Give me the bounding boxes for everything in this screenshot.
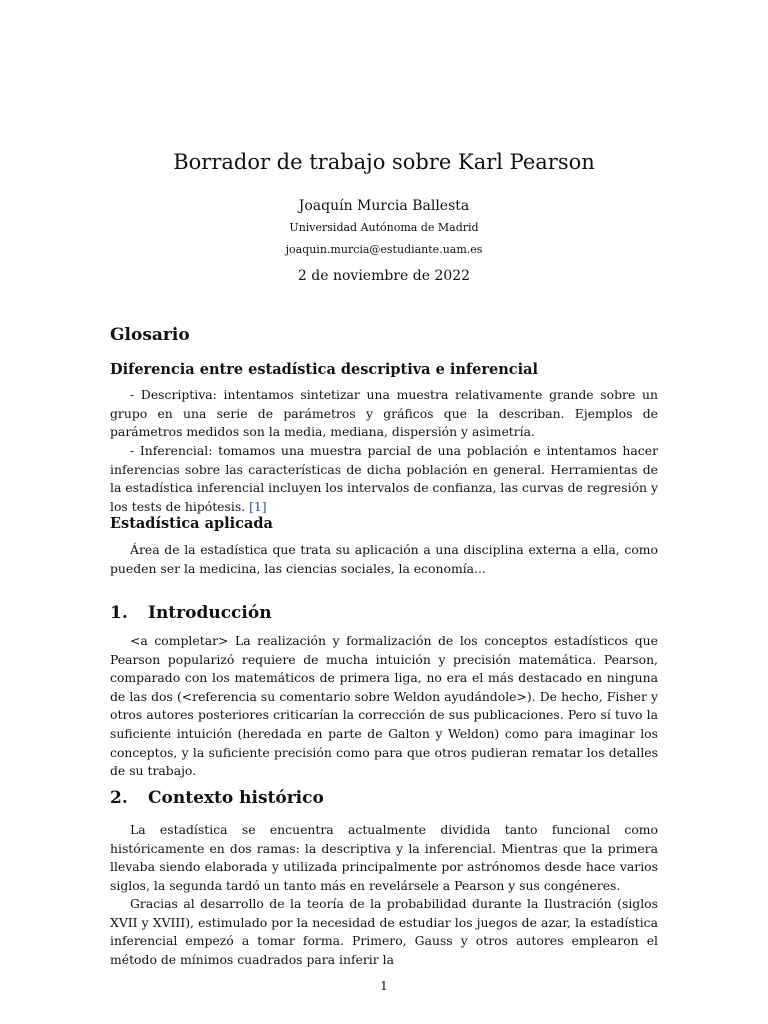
paragraph-text: - Inferencial: tomamos una muestra parcial de una población e intentamos hacer inferencias sobre las características de dicha población en general. Herramientas de la estadística inferencial incluyen los intervalos de confianza, las curvas de regresión y los tests de hipótesis.	[110, 443, 658, 514]
section-2-heading	[110, 788, 658, 808]
glosario-sub1-heading: Diferencia entre estadística descriptiva e inferencial	[110, 361, 539, 378]
citation-link[interactable]: [1]	[249, 498, 267, 514]
glosario-heading: Glosario	[110, 325, 190, 345]
section-number: 1.	[110, 603, 128, 623]
author-affiliation: Universidad Autónoma de Madrid	[289, 221, 479, 234]
section-1-heading	[110, 603, 658, 623]
section-number: 2.	[110, 788, 128, 808]
section-2-paragraph-1: La estadística se encuentra actualmente dividida tanto funcional como históricamente en dos ramas: la descriptiva y la inferencial. Mientras que la primera llevaba siendo elaborada y utilizada principalmente por astrónomos desde hace varios siglos, la segunda tardó un tanto más en revelársele a Pearson y sus congéneres.	[110, 822, 658, 893]
author-email: joaquin.murcia@estudiante.uam.es	[285, 243, 483, 256]
page-number: 1	[380, 979, 388, 993]
section-title: Contexto histórico	[148, 788, 324, 808]
glosario-sub2-paragraph: Área de la estadística que trata su aplicación a una disciplina externa a ella, como pueden ser la medicina, las ciencias sociales, la economía...	[110, 542, 658, 576]
glosario-sub2-heading: Estadística aplicada	[110, 515, 273, 532]
author-name: Joaquín Murcia Ballesta	[298, 198, 470, 214]
section-title: Introducción	[148, 603, 272, 623]
section-2-paragraph-2: Gracias al desarrollo de la teoría de la probabilidad durante la Ilustración (siglos XVII y XVIII), estimulado por la necesidad de estudiar los juegos de azar, la estadística inferencial empezó a tomar forma. Primero, Gauss y otros autores emplearon el método de mínimos cuadrados para inferir la	[110, 896, 658, 967]
section-1-paragraph: <a completar> La realización y formalización de los conceptos estadísticos que Pearson popularizó requiere de mucha intuición y precisión matemática. Pearson, comparado con los matemáticos de primera liga, no era el más destacado en ninguna de las dos (<referencia su comentario sobre Weldon ayudándole>). De hecho, Fisher y otros autores posteriores criticarían la corrección de sus publicaciones. Pero sí tuvo la suficiente intuición (heredada en parte de Galton y Weldon) como para imaginar los conceptos, y la suficiente precisión como para que otros pudieran rematar los detalles de su trabajo.	[110, 633, 658, 779]
glosario-sub1-paragraph-2	[110, 442, 658, 516]
paper-title: Borrador de trabajo sobre Karl Pearson	[173, 150, 595, 174]
glosario-sub1-paragraph-1: - Descriptiva: intentamos sintetizar una muestra relativamente grande sobre un grupo en una serie de parámetros y gráficos que la describan. Ejemplos de parámetros medidos son la media, mediana, dispersión y asimetría.	[110, 387, 658, 440]
paper-date: 2 de noviembre de 2022	[297, 268, 471, 284]
